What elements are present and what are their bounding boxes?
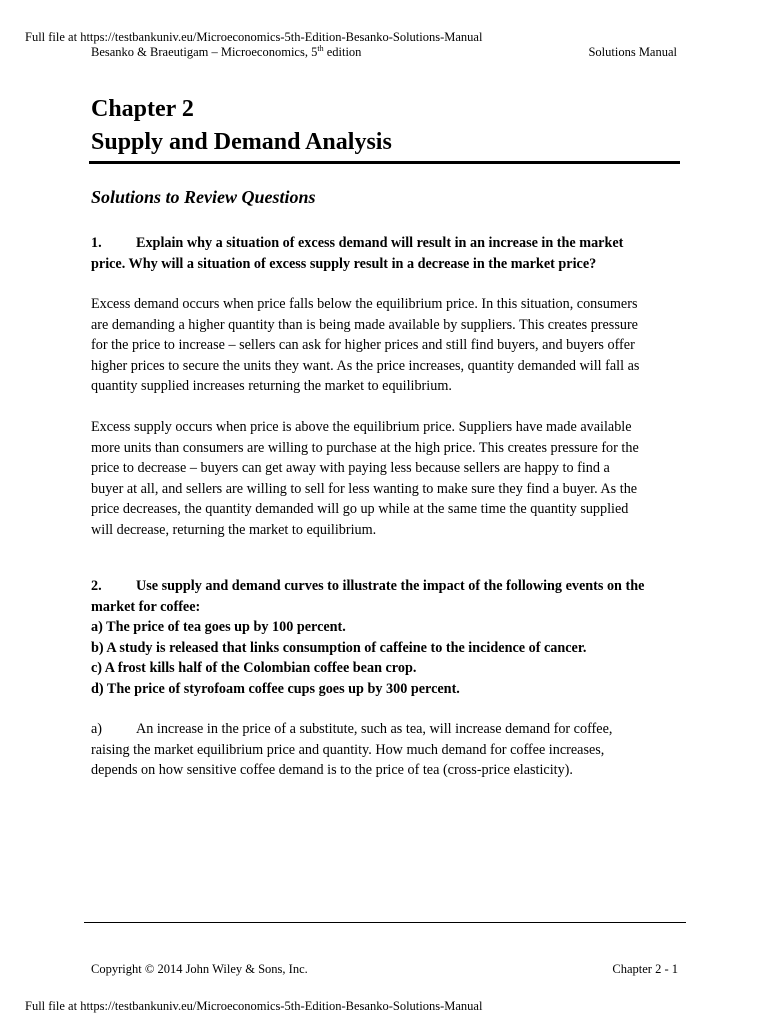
question-2-item-b: b) A study is released that links consumption of caffeine to the incidence of cancer. xyxy=(91,639,587,656)
chapter-title: Supply and Demand Analysis xyxy=(91,129,392,155)
header-edition-word: edition xyxy=(323,45,362,59)
answer-2a-label: a) xyxy=(91,721,103,737)
bottom-source-banner: Full file at https://testbankuniv.eu/Microeconomics-5th-Edition-Besanko-Solutions-Manual xyxy=(25,999,483,1013)
running-header-right: Solutions Manual xyxy=(588,45,677,59)
answer-1-paragraph-2 xyxy=(91,417,691,541)
answer-line: buyer at all, and sellers are willing to sell for less wanting to make sure they find a buyer. As the xyxy=(91,480,638,497)
question-1-line: Explain why a situation of excess demand will result in an increase in the market xyxy=(136,235,624,251)
footer-divider xyxy=(84,922,686,923)
question-1-number: 1. xyxy=(91,235,102,251)
answer-line: Excess demand occurs when price falls below the equilibrium price. In this situation, consumers xyxy=(91,296,638,312)
answer-line: higher prices to secure the units they want. As the price increases, quantity demanded will fall as xyxy=(91,357,640,374)
answer-line: raising the market equilibrium price and quantity. How much demand for coffee increases, xyxy=(91,741,605,758)
answer-line: price to decrease – buyers can get away with paying less because sellers are happy to find a xyxy=(91,460,610,477)
question-1 xyxy=(91,233,691,274)
question-2-line: Use supply and demand curves to illustrate the impact of the following events on the xyxy=(136,578,645,594)
question-2-line: market for coffee: xyxy=(91,598,201,615)
section-heading: Solutions to Review Questions xyxy=(91,187,316,207)
answer-line: quantity supplied increases returning the market to equilibrium. xyxy=(91,378,452,395)
title-divider xyxy=(89,161,680,164)
answer-line: will decrease, returning the market to equilibrium. xyxy=(91,521,377,538)
footer-copyright: Copyright © 2014 John Wiley & Sons, Inc. xyxy=(91,962,308,976)
answer-2a xyxy=(91,719,691,781)
question-2-item-d: d) The price of styrofoam coffee cups goes up by 300 percent. xyxy=(91,680,460,697)
footer-page-number: Chapter 2 - 1 xyxy=(612,962,678,976)
header-book-title: Besanko & Braeutigam – Microeconomics, 5 xyxy=(91,45,318,59)
answer-line: depends on how sensitive coffee demand is to the price of tea (cross-price elasticity). xyxy=(91,762,573,779)
chapter-number: Chapter 2 xyxy=(91,96,194,122)
chapter-heading xyxy=(91,93,392,159)
answer-line: are demanding a higher quantity than is being made available by suppliers. This creates pressure xyxy=(91,316,638,333)
top-source-banner: Full file at https://testbankuniv.eu/Microeconomics-5th-Edition-Besanko-Solutions-Manual xyxy=(25,30,483,44)
answer-1-paragraph-1 xyxy=(91,294,691,397)
answer-line: price decreases, the quantity demanded will go up while at the same time the quantity supplied xyxy=(91,501,629,518)
answer-line: Excess supply occurs when price is above the equilibrium price. Suppliers have made available xyxy=(91,419,632,435)
question-2-number: 2. xyxy=(91,578,102,594)
question-2-item-c: c) A frost kills half of the Colombian coffee bean crop. xyxy=(91,660,417,677)
question-2 xyxy=(91,576,691,700)
question-2-item-a: a) The price of tea goes up by 100 percent. xyxy=(91,619,346,636)
header-edition-superscript: th xyxy=(317,43,324,53)
question-1-line: price. Why will a situation of excess supply result in a decrease in the market price? xyxy=(91,255,597,272)
answer-line: An increase in the price of a substitute, such as tea, will increase demand for coffee, xyxy=(136,721,613,737)
answer-line: more units than consumers are willing to purchase at the high price. This creates pressure for the xyxy=(91,439,639,456)
running-header-left xyxy=(91,45,361,60)
answer-line: for the price to increase – sellers can ask for higher prices and still find buyers, and buyers offer xyxy=(91,337,635,354)
